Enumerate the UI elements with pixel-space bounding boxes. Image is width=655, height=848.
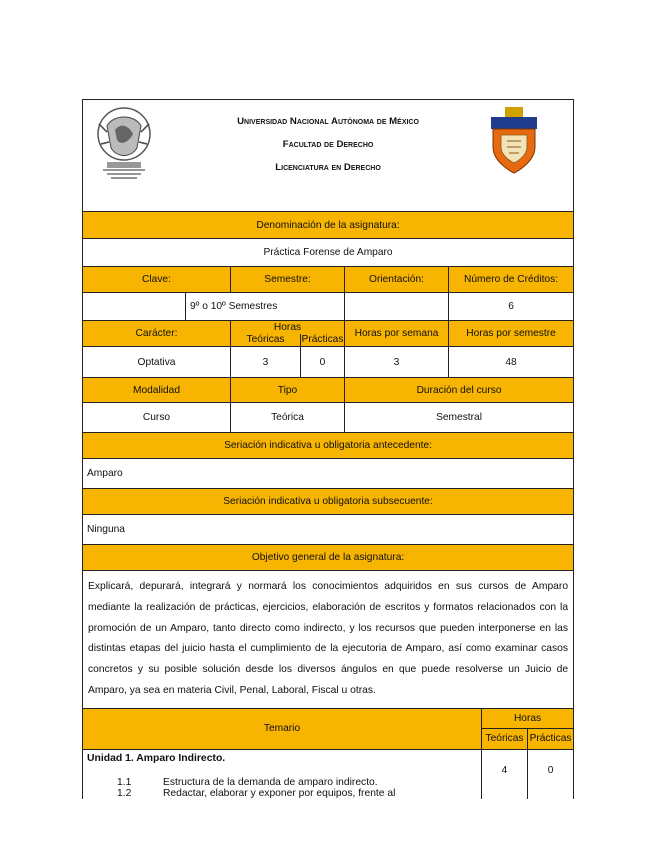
horas-semestre-label: Horas por semestre bbox=[449, 321, 574, 347]
objetivo-label: Objetivo general de la asignatura: bbox=[83, 545, 574, 571]
clave-label: Clave: bbox=[83, 267, 231, 293]
unit-1-cell bbox=[83, 749, 482, 799]
duracion-value: Semestral bbox=[345, 403, 574, 433]
horas-label: Horas bbox=[231, 321, 345, 334]
denominacion-label: Denominación de la asignatura: bbox=[83, 212, 574, 239]
duracion-label: Duración del curso bbox=[345, 378, 574, 403]
denominacion-value: Práctica Forense de Amparo bbox=[83, 239, 574, 267]
syllabus-sheet bbox=[82, 99, 573, 799]
unit-title: Unidad 1. Amparo Indirecto. bbox=[87, 752, 226, 764]
objetivo-text: Explicará, depurará, integrará y normará los conocimientos adquiridos en sus cursos de Amparo mediante la realización de prácticas, ejercicios, elaboración de escritos y formatos relacionados con la promoción de un Amparo, tanto directo como indirecto, y los recursos que pueden interponerse en las distintas etapas del juicio hasta el cumplimiento de la ejecutoria de Amparo, así como examinar casos concretos y su posible solución desde los diversos ángulos en que puede resolverse un Juicio de Amparo, ya sea en materia Civil, Penal, Laboral, Fiscal u otras. bbox=[83, 571, 574, 709]
horas-semana-value: 3 bbox=[345, 347, 449, 378]
teoricas-label: Teóricas bbox=[231, 334, 301, 347]
horas-semestre-value: 48 bbox=[449, 347, 574, 378]
caracter-label: Carácter: bbox=[83, 321, 231, 347]
university-title: Universidad Nacional Autónoma de México bbox=[237, 116, 419, 127]
tipo-label: Tipo bbox=[231, 378, 345, 403]
clave-value bbox=[83, 293, 186, 321]
creditos-label: Número de Créditos: bbox=[449, 267, 574, 293]
semestre-label: Semestre: bbox=[231, 267, 345, 293]
caracter-value: Optativa bbox=[83, 347, 231, 378]
program-title: Licenciatura en Derecho bbox=[275, 162, 381, 173]
topic-text: Redactar, elaborar y exponer por equipos, frente al bbox=[163, 787, 396, 799]
unit-1-practicas: 0 bbox=[528, 749, 574, 799]
seriacion-antecedente-label: Seriación indicativa u obligatoria antecedente: bbox=[83, 433, 574, 459]
topic-item bbox=[83, 788, 481, 799]
syllabus-table bbox=[82, 99, 574, 799]
seriacion-subsecuente-value: Ninguna bbox=[83, 515, 574, 545]
temario-teoricas-label: Teóricas bbox=[482, 728, 528, 749]
seriacion-antecedente-value: Amparo bbox=[83, 459, 574, 489]
modalidad-label: Modalidad bbox=[83, 378, 231, 403]
topic-item bbox=[83, 777, 481, 788]
practicas-label: Prácticas bbox=[301, 334, 344, 346]
temario-practicas-label: Prácticas bbox=[528, 728, 574, 749]
creditos-value: 6 bbox=[449, 293, 574, 321]
faculty-crest-icon bbox=[487, 107, 541, 175]
tipo-value: Teórica bbox=[231, 403, 345, 433]
topic-text: Estructura de la demanda de amparo indirecto. bbox=[163, 776, 378, 788]
topic-number: 1.1 bbox=[117, 776, 132, 788]
topic-number: 1.2 bbox=[117, 787, 132, 799]
orientacion-value bbox=[345, 293, 449, 321]
unam-seal-icon bbox=[93, 104, 155, 184]
semestre-value: 9º o 10º Semestres bbox=[186, 293, 345, 321]
temario-horas-label: Horas bbox=[482, 708, 574, 728]
practicas-value: 0 bbox=[301, 347, 345, 378]
unit-1-teoricas: 4 bbox=[482, 749, 528, 799]
header-cell bbox=[83, 100, 574, 212]
seriacion-subsecuente-label: Seriación indicativa u obligatoria subsecuente: bbox=[83, 489, 574, 515]
modalidad-value: Curso bbox=[83, 403, 231, 433]
faculty-title: Facultad de Derecho bbox=[282, 139, 374, 150]
orientacion-label: Orientación: bbox=[345, 267, 449, 293]
teoricas-value: 3 bbox=[231, 347, 301, 378]
horas-semana-label: Horas por semana bbox=[345, 321, 449, 347]
temario-label: Temario bbox=[83, 708, 482, 749]
